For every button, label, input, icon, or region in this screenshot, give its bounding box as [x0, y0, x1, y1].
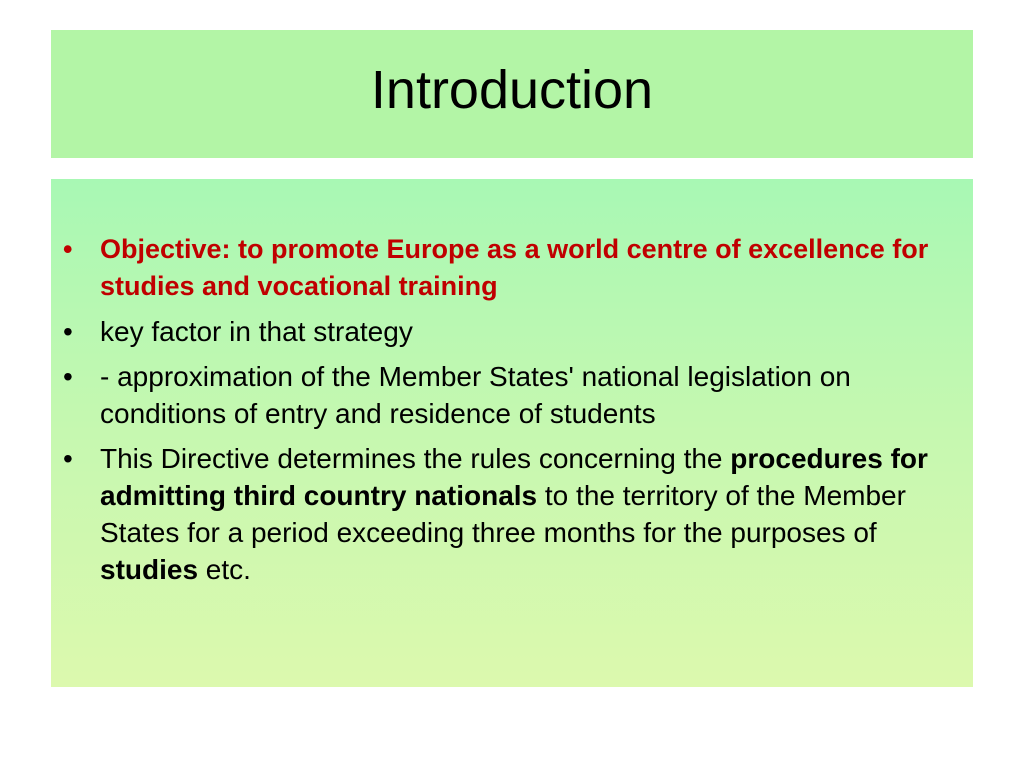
- bullet-dot-icon: •: [63, 234, 73, 264]
- bullet-list: [51, 231, 957, 588]
- bullet-key-factor-text: key factor in that strategy: [100, 316, 413, 347]
- bullet-directive-text-1: This Directive determines the rules concerning the: [100, 443, 731, 474]
- slide-title: Introduction: [370, 60, 654, 120]
- bullet-objective: [51, 231, 957, 305]
- bullet-directive-text-3: etc.: [198, 554, 251, 585]
- bullet-directive-bold-studies: studies: [100, 554, 199, 585]
- title-banner: [51, 30, 973, 158]
- bullet-key-factor: [51, 313, 957, 350]
- content-panel: [51, 179, 973, 687]
- bullet-objective-text: Objective: to promote Europe as a world centre of excellence for studies and vocational training: [100, 234, 929, 301]
- bullet-dot-icon: •: [63, 361, 73, 392]
- bullet-approximation-text: - approximation of the Member States' national legislation on conditions of entry and residence of students: [100, 361, 851, 429]
- bullet-dot-icon: •: [63, 316, 73, 347]
- bullet-directive: [51, 440, 957, 588]
- bullet-directive-bold-procedures: procedures for admitting third country nationals: [100, 443, 928, 511]
- bullet-dot-icon: •: [63, 443, 73, 474]
- bullet-approximation: [51, 358, 957, 432]
- bullet-directive-text-2: to the territory of the Member States for a period exceeding three months for the purposes of: [100, 480, 906, 548]
